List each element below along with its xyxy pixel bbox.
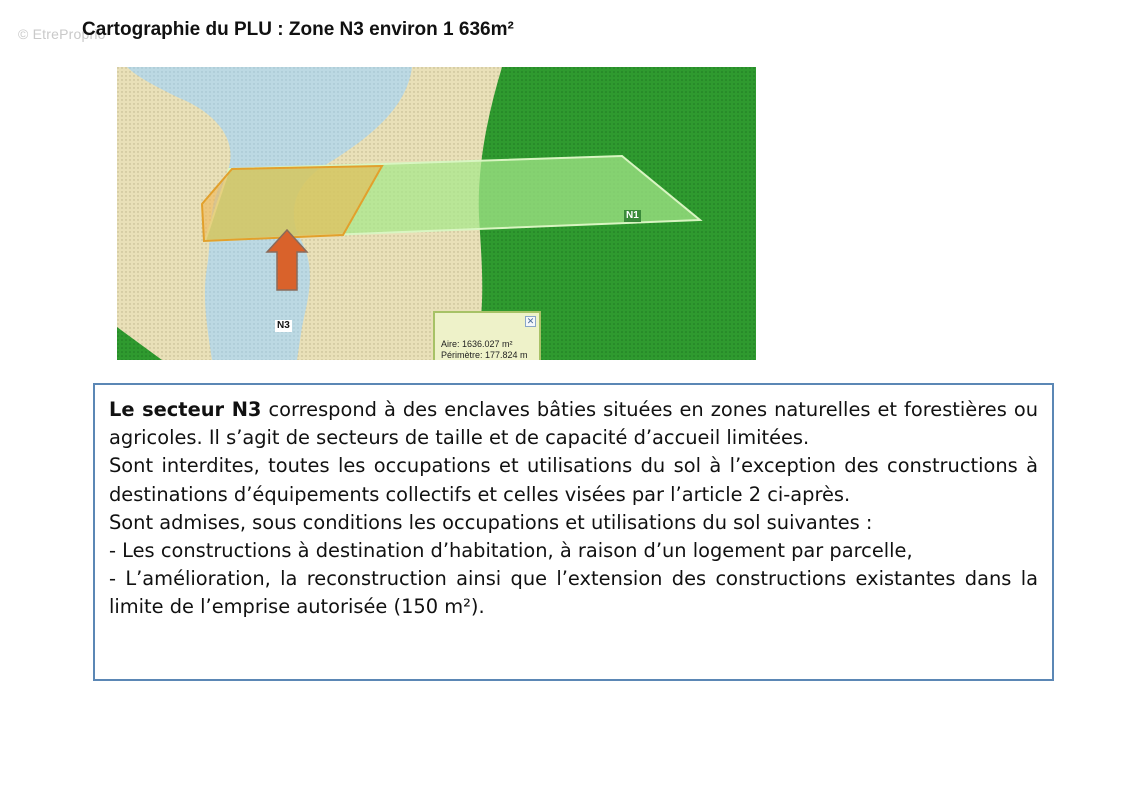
- watermark: © EtreProprio: [18, 26, 106, 42]
- measure-popup: [433, 311, 541, 360]
- perimeter-readout: Périmètre: 177.824 m: [441, 350, 528, 360]
- close-icon[interactable]: ✕: [526, 316, 535, 326]
- area-readout: Aire: 1636.027 m²: [441, 339, 513, 349]
- condition-housing: - Les constructions à destination d’habitation, à raison d’un logement par parcelle,: [109, 539, 913, 563]
- plu-map: [117, 67, 756, 360]
- definition-text: correspond à des enclaves bâties situées en zones naturelles et forestières ou agricoles. Il s’agit de secteurs de taille et de capacité d’accueil limitées.: [109, 398, 1038, 450]
- paragraph-prohibited: Sont interdites, toutes les occupations et utilisations du sol à l’exception des constructions à destinations d’équipements collectifs et celles visées par l’article 2 ci-après.: [109, 454, 1038, 506]
- condition-extension: - L’amélioration, la reconstruction ainsi que l’extension des constructions existantes dans la limite de l’emprise autorisée (150 m²).: [109, 567, 1038, 619]
- zone-label-n3: N3: [277, 320, 290, 331]
- paragraph-allowed: Sont admises, sous conditions les occupations et utilisations du sol suivantes :: [109, 510, 873, 534]
- sector-name: Le secteur N3: [109, 398, 262, 421]
- paragraph-definition: [109, 396, 1038, 452]
- zone-label-n1: N1: [626, 210, 639, 221]
- page-title: Cartographie du PLU : Zone N3 environ 1 636m²: [82, 19, 514, 40]
- n3-description-box: [93, 383, 1054, 681]
